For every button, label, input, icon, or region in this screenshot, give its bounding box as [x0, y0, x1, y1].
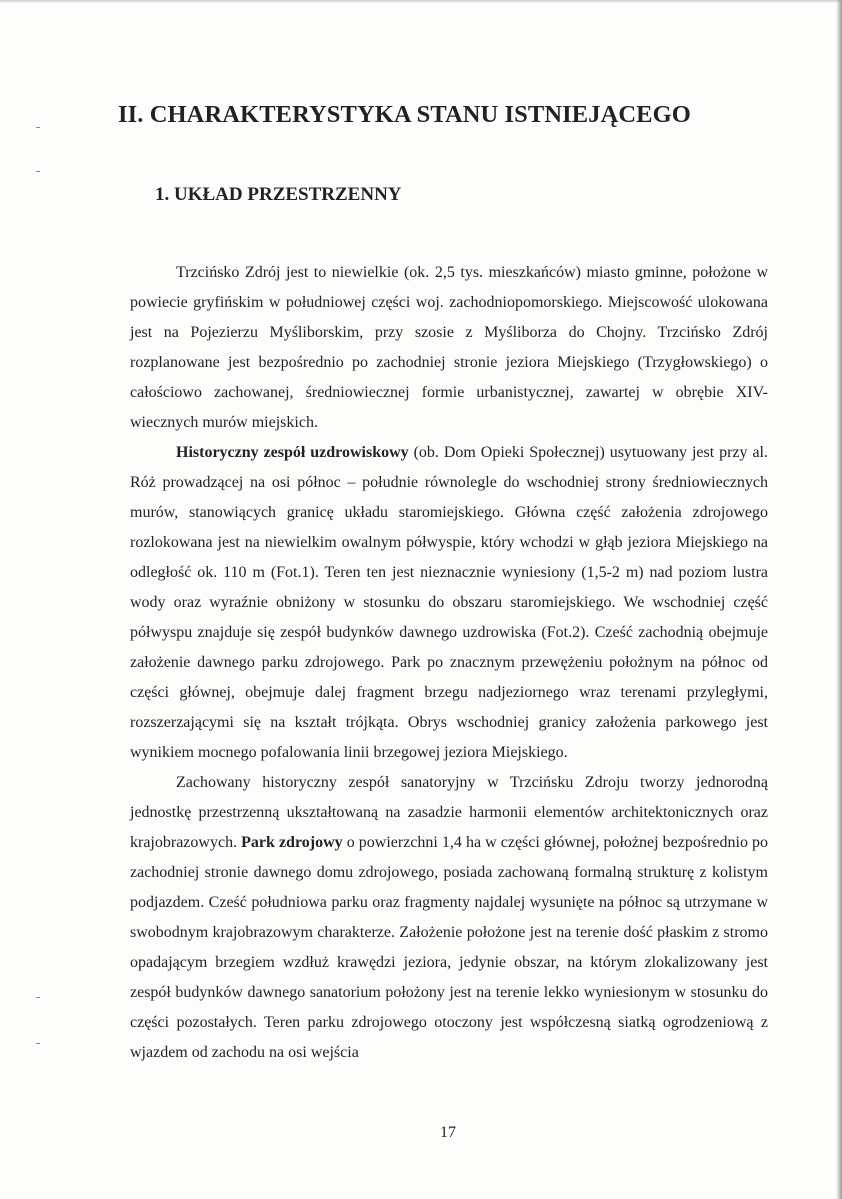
scan-edge-right	[836, 0, 842, 1199]
paragraph-2	[130, 438, 768, 768]
scan-margin-mark	[36, 1043, 40, 1044]
paragraph-3-text-before: Zachowany historyczny zespół sanatoryjny w Trzcińsku Zdroju tworzy jednorodną jednostkę przestrzenną ukształtowaną na zasadzie harmonii elementów architektonicznych oraz krajobrazowych.	[130, 774, 768, 851]
body-text	[130, 258, 768, 1068]
scan-margin-mark	[36, 997, 40, 998]
section-title: 1. UKŁAD PRZESTRZENNY	[155, 184, 402, 205]
paragraph-1: Trzcińsko Zdrój jest to niewielkie (ok. 2,5 tys. mieszkańców) miasto gminne, położone w powiecie gryfińskim w południowej części woj. zachodniopomorskiego. Miejscowość ulokowana jest na Pojezierzu Myśliborskim, przy szosie z Myśliborza do Chojny. Trzcińsko Zdrój rozplanowane jest bezpośrednio po zachodniej stronie jeziora Miejskiego (Trzygłowskiego) o całościowo zachowanej, średniowiecznej formie urbanistycznej, zawartej w obrębie XIV-wiecznych murów miejskich.	[130, 264, 768, 431]
bold-lead: Historyczny zespół uzdrowiskowy	[176, 444, 409, 461]
chapter-heading: II. CHARAKTERYSTYKA STANU ISTNIEJĄCEGO	[118, 101, 691, 128]
page-number: 17	[440, 1124, 456, 1141]
scan-margin-mark	[36, 171, 40, 172]
scan-margin-mark	[36, 127, 40, 128]
park-zdrojowy-bold: Park zdrojowy	[241, 834, 343, 851]
scan-edge-top	[0, 0, 842, 3]
paragraph-2-text: (ob. Dom Opieki Społecznej) usytuowany jest przy al. Róż prowadzącej na osi północ – południe równolegle do wschodniej strony średniowiecznych murów, stanowiących granicę układu staromiejskiego. Główna część założenia zdrojowego rozlokowana jest na niewielkim owalnym półwyspie, który wchodzi w głąb jeziora Miejskiego na odległość ok. 110 m (Fot.1). Teren ten jest nieznacznie wyniesiony (1,5-2 m) nad poziom lustra wody oraz wyraźnie obniżony w stosunku do obszaru staromiejskiego. We wschodniej część półwyspu znajduje się zespół budynków dawnego uzdrowiska (Fot.2). Cześć zachodnią obejmuje założenie dawnego parku zdrojowego. Park po znacznym przewężeniu położnym na północ od części głównej, obejmuje dalej fragment brzegu nadjeziornego wraz terenami przyległymi, rozszerzającymi się na kształt trójkąta. Obrys wschodniej granicy założenia parkowego jest wynikiem mocnego pofalowania linii brzegowej jeziora Miejskiego.	[130, 444, 769, 761]
paragraph-3-text-after: o powierzchni 1,4 ha w części głównej, położnej bezpośrednio po zachodniej stronie dawnego domu zdrojowego, posiada zachowaną formalną strukturę z kolistym podjazdem. Cześć południowa parku oraz fragmenty najdalej wysunięte na północ są utrzymane w swobodnym krajobrazowym charakterze. Założenie położone jest na terenie dość płaskim z stromo opadającym brzegiem wzdłuż krawędzi jeziora, jedynie obszar, na którym zlokalizowany jest zespół budynków dawnego sanatorium położony jest na terenie lekko wyniesionym w stosunku do części pozostałych. Teren parku zdrojowego otoczony jest współczesną siatką ogrodzeniową z wjazdem od zachodu na osi wejścia	[130, 834, 768, 1061]
paragraph-3	[130, 768, 768, 1068]
